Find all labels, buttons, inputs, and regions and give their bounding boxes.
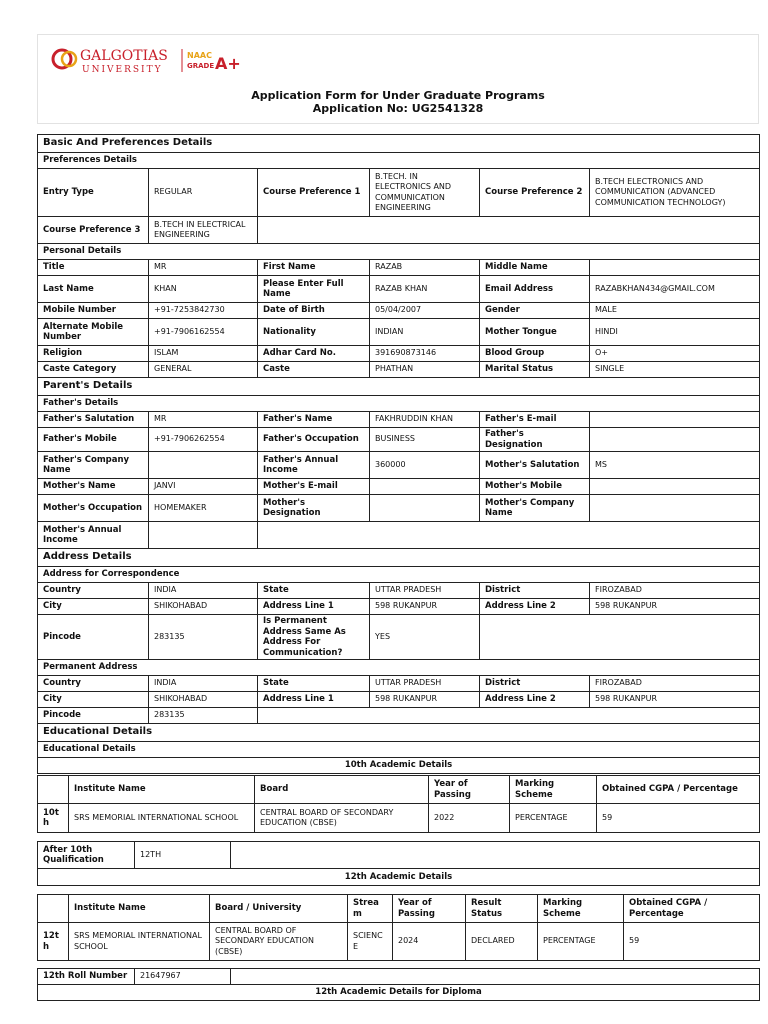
father-mobile-value: +91-7906262554 (149, 428, 258, 452)
tenth-header-institute: Institute Name (69, 776, 255, 804)
twelfth-year: 2024 (393, 923, 466, 961)
after-tenth-value: 12TH (135, 842, 231, 869)
mother-salutation-value: MS (590, 452, 760, 479)
tenth-level: 10th (38, 804, 69, 833)
father-designation-value (590, 428, 760, 452)
first-name-label: First Name (258, 260, 370, 276)
perm-pincode-label: Pincode (38, 708, 149, 724)
email-label: Email Address (480, 276, 590, 303)
district-label: District (480, 583, 590, 599)
mother-name-value: JANVI (149, 479, 258, 495)
mother-income-value (149, 522, 258, 549)
blood-group-value: O+ (590, 346, 760, 362)
table-row (38, 923, 760, 961)
twelfth-institute: SRS MEMORIAL INTERNATIONAL SCHOOL (69, 923, 210, 961)
father-income-value: 360000 (370, 452, 480, 479)
twelfth-scheme: PERCENTAGE (538, 923, 624, 961)
application-details-table (37, 134, 760, 774)
father-company-label: Father's Company Name (38, 452, 149, 479)
table-row (38, 804, 760, 833)
full-name-label: Please Enter Full Name (258, 276, 370, 303)
father-email-value (590, 412, 760, 428)
mother-tongue-value: HINDI (590, 319, 760, 346)
after-tenth-table (37, 841, 760, 886)
perm-state-value: UTTAR PRADESH (370, 676, 480, 692)
caste-label: Caste (258, 362, 370, 378)
last-name-label: Last Name (38, 276, 149, 303)
twelfth-header-status: Result Status (466, 895, 538, 923)
caste-category-label: Caste Category (38, 362, 149, 378)
twelfth-header-year: Year of Passing (393, 895, 466, 923)
application-number: Application No: UG2541328 (312, 102, 484, 115)
gender-label: Gender (480, 303, 590, 319)
mother-salutation-label: Mother's Salutation (480, 452, 590, 479)
same-address-value: YES (370, 615, 480, 660)
tenth-header-board: Board (255, 776, 429, 804)
mother-occupation-value: HOMEMAKER (149, 495, 258, 522)
middle-name-value (590, 260, 760, 276)
perm-city-value: SHIKOHABAD (149, 692, 258, 708)
marital-label: Marital Status (480, 362, 590, 378)
course-pref-3-value: B.TECH IN ELECTRICAL ENGINEERING (149, 217, 258, 244)
mother-mobile-value (590, 479, 760, 495)
parents-section-title: Parent's Details (38, 378, 760, 396)
course-pref-2-label: Course Preference 2 (480, 169, 590, 217)
title-value: MR (149, 260, 258, 276)
entry-type-label: Entry Type (38, 169, 149, 217)
course-pref-1-label: Course Preference 1 (258, 169, 370, 217)
nationality-label: Nationality (258, 319, 370, 346)
father-income-label: Father's Annual Income (258, 452, 370, 479)
dob-value: 05/04/2007 (370, 303, 480, 319)
district-value: FIROZABAD (590, 583, 760, 599)
roll-number-label: 12th Roll Number (38, 969, 135, 985)
twelfth-stream: SCIENCE (348, 923, 393, 961)
twelfth-details-title: 12th Academic Details (38, 869, 760, 886)
caste-category-value: GENERAL (149, 362, 258, 378)
alt-mobile-value: +91-7906162554 (149, 319, 258, 346)
education-subtitle: Educational Details (38, 742, 760, 758)
mother-designation-label: Mother's Designation (258, 495, 370, 522)
tenth-header-scheme: Marking Scheme (510, 776, 597, 804)
permanent-subtitle: Permanent Address (38, 660, 760, 676)
course-pref-3-label: Course Preference 3 (38, 217, 149, 244)
religion-label: Religion (38, 346, 149, 362)
first-name-value: RAZAB (370, 260, 480, 276)
address-line-1-label: Address Line 1 (258, 599, 370, 615)
twelfth-academic-table (37, 894, 760, 961)
father-name-value: FAKHRUDDIN KHAN (370, 412, 480, 428)
diploma-details-title: 12th Academic Details for Diploma (38, 985, 760, 1001)
galgotias-logo (50, 45, 270, 75)
father-salutation-value: MR (149, 412, 258, 428)
father-company-value (149, 452, 258, 479)
mother-email-value (370, 479, 480, 495)
adhar-label: Adhar Card No. (258, 346, 370, 362)
title-label: Title (38, 260, 149, 276)
city-value: SHIKOHABAD (149, 599, 258, 615)
mother-mobile-label: Mother's Mobile (480, 479, 590, 495)
mother-tongue-label: Mother Tongue (480, 319, 590, 346)
mobile-value: +91-7253842730 (149, 303, 258, 319)
father-designation-label: Father's Designation (480, 428, 590, 452)
entry-type-value: REGULAR (149, 169, 258, 217)
mother-income-label: Mother's Annual Income (38, 522, 149, 549)
tenth-details-title: 10th Academic Details (38, 758, 760, 774)
father-name-label: Father's Name (258, 412, 370, 428)
twelfth-status: DECLARED (466, 923, 538, 961)
perm-state-label: State (258, 676, 370, 692)
education-section-title: Educational Details (38, 724, 760, 742)
after-tenth-label: After 10th Qualification (38, 842, 135, 869)
pincode-label: Pincode (38, 615, 149, 660)
email-value: RAZABKHAN434@GMAIL.COM (590, 276, 760, 303)
country-value: INDIA (149, 583, 258, 599)
tenth-score: 59 (597, 804, 760, 833)
caste-value: PHATHAN (370, 362, 480, 378)
form-header (37, 34, 759, 124)
twelfth-header-board: Board / University (210, 895, 348, 923)
perm-address-line-2-label: Address Line 2 (480, 692, 590, 708)
father-occupation-label: Father's Occupation (258, 428, 370, 452)
tenth-header-year: Year of Passing (429, 776, 510, 804)
course-pref-1-value: B.TECH. IN ELECTRONICS AND COMMUNICATION ENGINEERING (370, 169, 480, 217)
dob-label: Date of Birth (258, 303, 370, 319)
tenth-header-score: Obtained CGPA / Percentage (597, 776, 760, 804)
form-title: Application Form for Under Graduate Programs (251, 89, 545, 102)
adhar-value: 391690873146 (370, 346, 480, 362)
blood-group-label: Blood Group (480, 346, 590, 362)
address-line-1-value: 598 RUKANPUR (370, 599, 480, 615)
address-line-2-value: 598 RUKANPUR (590, 599, 760, 615)
mother-email-label: Mother's E-mail (258, 479, 370, 495)
mother-occupation-label: Mother's Occupation (38, 495, 149, 522)
perm-country-label: Country (38, 676, 149, 692)
father-salutation-label: Father's Salutation (38, 412, 149, 428)
nationality-value: INDIAN (370, 319, 480, 346)
logo-name: GALGOTIAS (80, 48, 168, 64)
tenth-academic-table (37, 775, 760, 833)
pincode-value: 283135 (149, 615, 258, 660)
perm-country-value: INDIA (149, 676, 258, 692)
twelfth-header-scheme: Marking Scheme (538, 895, 624, 923)
twelfth-header-institute: Institute Name (69, 895, 210, 923)
city-label: City (38, 599, 149, 615)
course-pref-2-value: B.TECH ELECTRONICS AND COMMUNICATION (ADVANCED COMMUNICATION TECHNOLOGY) (590, 169, 760, 217)
perm-address-line-1-value: 598 RUKANPUR (370, 692, 480, 708)
alt-mobile-label: Alternate Mobile Number (38, 319, 149, 346)
mother-company-value (590, 495, 760, 522)
father-occupation-value: BUSINESS (370, 428, 480, 452)
perm-city-label: City (38, 692, 149, 708)
religion-value: ISLAM (149, 346, 258, 362)
address-line-2-label: Address Line 2 (480, 599, 590, 615)
logo-sub: UNIVERSITY (82, 65, 163, 75)
naac-label: NAAC (187, 51, 212, 60)
mother-name-label: Mother's Name (38, 479, 149, 495)
roll-number-table (37, 968, 760, 1001)
mother-company-label: Mother's Company Name (480, 495, 590, 522)
personal-subtitle: Personal Details (38, 244, 760, 260)
state-value: UTTAR PRADESH (370, 583, 480, 599)
preferences-subtitle: Preferences Details (38, 153, 760, 169)
perm-district-value: FIROZABAD (590, 676, 760, 692)
tenth-institute: SRS MEMORIAL INTERNATIONAL SCHOOL (69, 804, 255, 833)
middle-name-label: Middle Name (480, 260, 590, 276)
twelfth-level: 12th (38, 923, 69, 961)
twelfth-board: CENTRAL BOARD OF SECONDARY EDUCATION (CBSE) (210, 923, 348, 961)
father-mobile-label: Father's Mobile (38, 428, 149, 452)
same-address-label: Is Permanent Address Same As Address For Communication? (258, 615, 370, 660)
grade-mark: A+ (215, 54, 241, 73)
full-name-value: RAZAB KHAN (370, 276, 480, 303)
perm-address-line-1-label: Address Line 1 (258, 692, 370, 708)
marital-value: SINGLE (590, 362, 760, 378)
father-subtitle: Father's Details (38, 396, 760, 412)
perm-pincode-value: 283135 (149, 708, 258, 724)
correspondence-subtitle: Address for Correspondence (38, 567, 760, 583)
basic-section-title: Basic And Preferences Details (38, 135, 760, 153)
twelfth-header-score: Obtained CGPA / Percentage (624, 895, 760, 923)
mobile-label: Mobile Number (38, 303, 149, 319)
tenth-scheme: PERCENTAGE (510, 804, 597, 833)
country-label: Country (38, 583, 149, 599)
last-name-value: KHAN (149, 276, 258, 303)
grade-label: GRADE (187, 62, 215, 70)
tenth-board: CENTRAL BOARD OF SECONDARY EDUCATION (CBSE) (255, 804, 429, 833)
gender-value: MALE (590, 303, 760, 319)
tenth-year: 2022 (429, 804, 510, 833)
state-label: State (258, 583, 370, 599)
perm-address-line-2-value: 598 RUKANPUR (590, 692, 760, 708)
address-section-title: Address Details (38, 549, 760, 567)
father-email-label: Father's E-mail (480, 412, 590, 428)
twelfth-header-stream: Stream (348, 895, 393, 923)
mother-designation-value (370, 495, 480, 522)
roll-number-value: 21647967 (135, 969, 231, 985)
twelfth-score: 59 (624, 923, 760, 961)
perm-district-label: District (480, 676, 590, 692)
